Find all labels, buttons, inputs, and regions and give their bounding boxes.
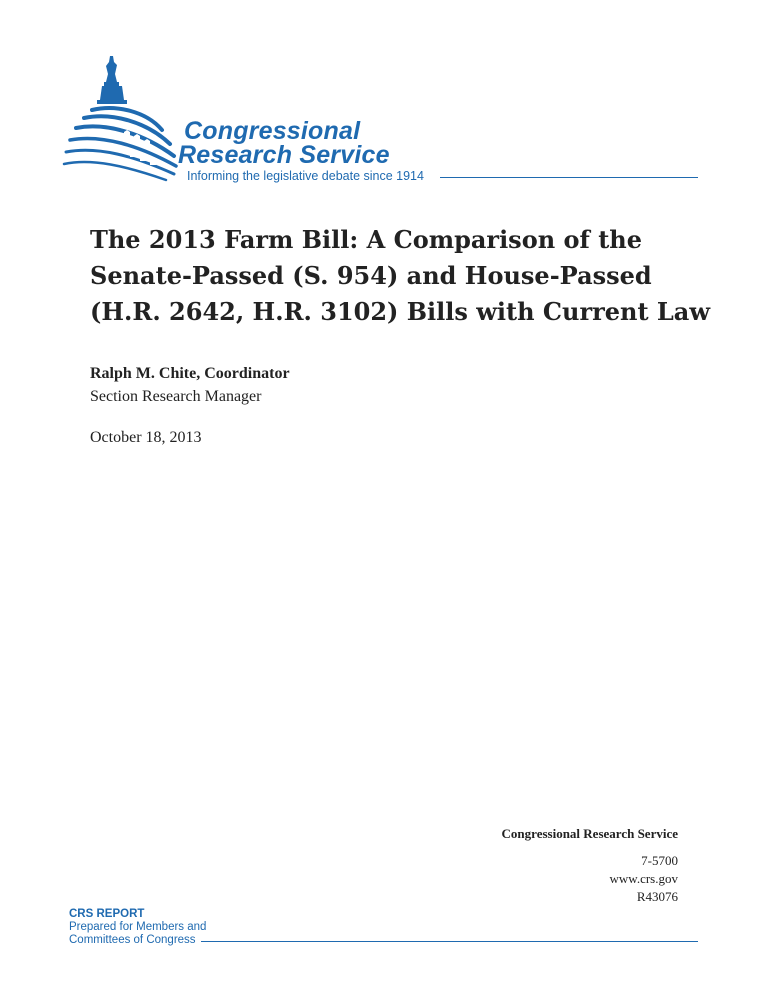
report-title: The 2013 Farm Bill: A Comparison of the Senate-Passed (S. 954) and House-Passed (H.R. 2642, H.R. 3102) Bills with Current Law [90, 225, 711, 326]
org-name-line1: Congressional [184, 117, 361, 145]
tagline-divider [440, 177, 698, 178]
footer-line1: Prepared for Members and [69, 921, 207, 933]
report-date: October 18, 2013 [90, 429, 202, 446]
author-role: Section Research Manager [90, 388, 262, 405]
website-link[interactable]: www.crs.gov [609, 871, 678, 886]
order-code: 7-5700 [641, 853, 678, 868]
org-name-line2: Research Service [178, 141, 390, 169]
footer-heading: CRS REPORT [69, 908, 145, 920]
tagline: Informing the legislative debate since 1914 [187, 169, 424, 183]
author-name: Ralph M. Chite, Coordinator [90, 365, 290, 382]
footer-divider [201, 941, 698, 942]
publisher-name: Congressional Research Service [501, 826, 678, 841]
capitol-dome-icon [62, 52, 190, 182]
report-number: R43076 [636, 889, 678, 904]
footer-line2: Committees of Congress [69, 934, 196, 946]
